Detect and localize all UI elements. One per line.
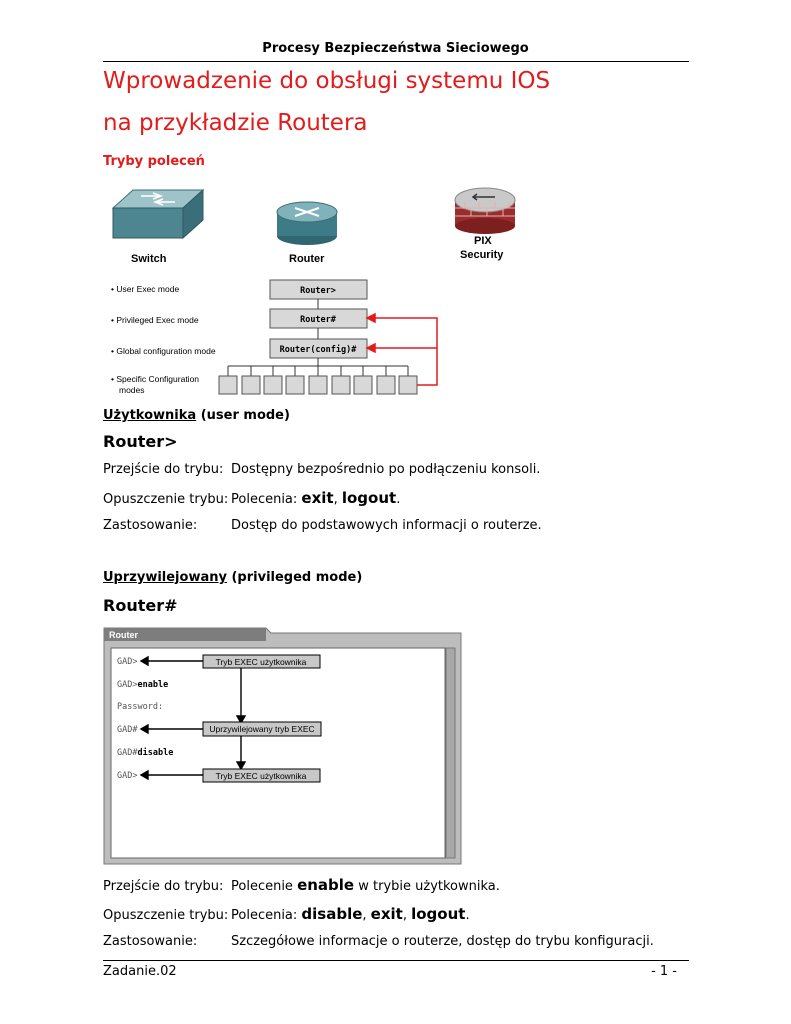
footer-left: Zadanie.02 (103, 964, 177, 979)
header-rule (103, 61, 689, 62)
console-line-1: GAD> (117, 657, 138, 667)
mode-box-config: Router(config)# (279, 345, 357, 355)
mode-box-user: Router> (300, 286, 336, 296)
router-label: Router (289, 253, 325, 265)
console-line-5: GAD#disable (117, 748, 174, 758)
footer-rule (103, 960, 689, 961)
page-title-line2: na przykładzie Routera (103, 110, 368, 136)
mode-specific-config: • Specific Configuration (111, 374, 200, 384)
callout-priv-exec: Uprzywilejowany tryb EXEC (209, 724, 315, 734)
console-line-4: GAD# (117, 725, 138, 735)
user-usage-row: Zastosowanie: Dostęp do podstawowych informacji o routerze. (103, 518, 542, 533)
router-icon (277, 202, 337, 245)
user-exit-row: Opuszczenie trybu: Polecenia: exit, logout. (103, 489, 401, 507)
console-line-3: Password: (117, 702, 164, 712)
callout-user-exec-2: Tryb EXEC użytkownika (215, 771, 307, 781)
window-scrollbar (446, 648, 455, 858)
command-modes-diagram (103, 180, 523, 402)
mode-global-config: • Global configuration mode (111, 346, 216, 356)
section-subtitle: Tryby poleceń (103, 154, 205, 169)
security-label: Security (460, 249, 504, 261)
mode-box-priv: Router# (300, 315, 336, 325)
console-line-2: GAD>enable (117, 680, 169, 690)
router-console-window (103, 626, 463, 866)
mode-user-exec: • User Exec mode (111, 284, 180, 294)
callout-user-exec-1: Tryb EXEC użytkownika (215, 657, 307, 667)
console-line-6: GAD> (117, 771, 138, 781)
window-title: Router (109, 630, 138, 640)
pix-label: PIX (474, 235, 492, 247)
mode-privileged-exec: • Privileged Exec mode (111, 315, 199, 325)
running-header: Procesy Bezpieczeństwa Sieciowego (262, 41, 529, 56)
specific-config-boxes (219, 366, 417, 394)
page-number: - 1 - (651, 964, 677, 979)
switch-label: Switch (131, 253, 167, 265)
user-entry-row: Przejście do trybu: Dostępny bezpośrednio po podłączeniu konsoli. (103, 462, 541, 477)
pix-firewall-icon (455, 188, 515, 234)
switch-icon (113, 190, 203, 238)
mode-specific-config-2: modes (119, 385, 145, 395)
priv-usage-row: Zastosowanie: Szczegółowe informacje o routerze, dostęp do trybu konfiguracji. (103, 934, 654, 949)
page-title-line1: Wprowadzenie do obsługi systemu IOS (103, 68, 551, 94)
return-arrows (367, 314, 437, 385)
priv-exit-row: Opuszczenie trybu: Polecenia: disable, exit, logout. (103, 905, 470, 923)
user-mode-heading: Użytkownika (user mode) (103, 408, 290, 423)
user-mode-prompt: Router> (103, 432, 178, 451)
priv-entry-row: Przejście do trybu: Polecenie enable w trybie użytkownika. (103, 876, 500, 894)
priv-mode-heading: Uprzywilejowany (privileged mode) (103, 570, 363, 585)
priv-mode-prompt: Router# (103, 596, 178, 615)
